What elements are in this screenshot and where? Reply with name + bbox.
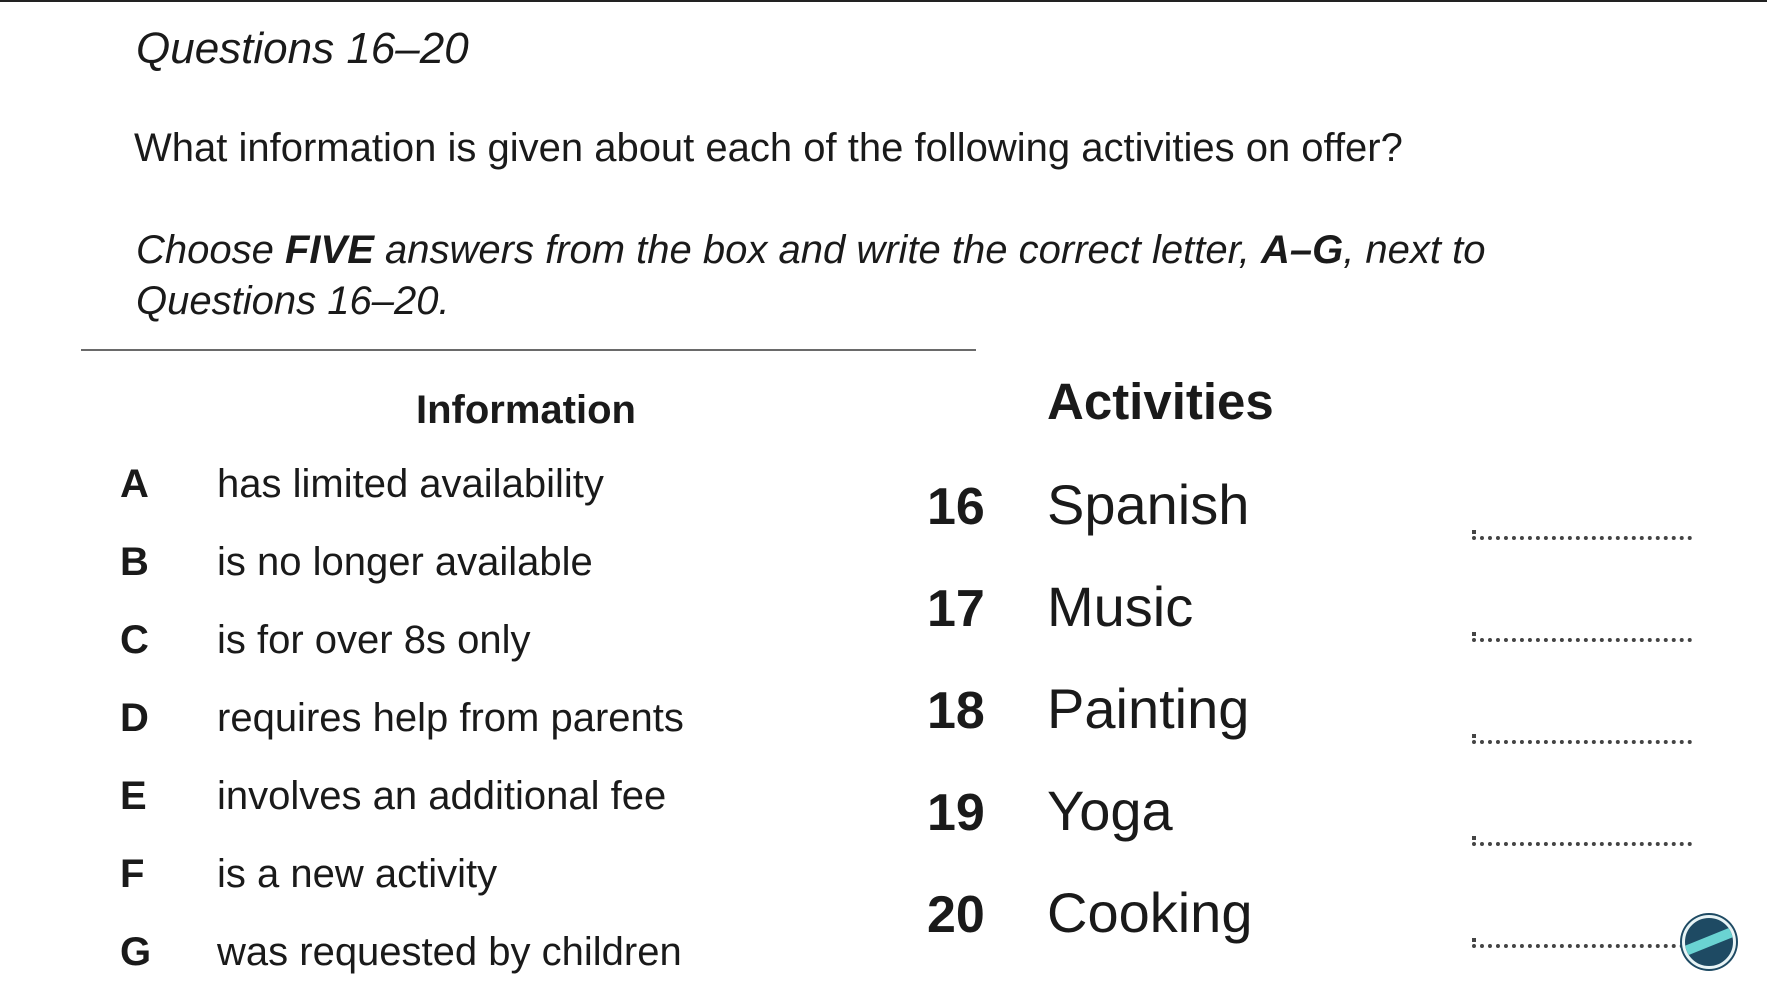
instructions-bold-count: FIVE <box>284 228 374 272</box>
information-title: Information <box>416 388 636 432</box>
information-item-d <box>120 696 684 774</box>
activity-name: Yoga <box>1047 779 1173 842</box>
instructions-part-3: , next to Questions 16–20. <box>136 228 1486 323</box>
instructions <box>136 225 1636 327</box>
information-text: requires help from parents <box>217 696 684 740</box>
information-item-b <box>120 540 684 618</box>
question-number: 20 <box>927 886 985 944</box>
channel-logo-icon <box>1682 915 1736 969</box>
answer-blank-lead-dot <box>1472 938 1476 942</box>
information-item-e <box>120 774 684 852</box>
instructions-bold-range: A–G <box>1260 228 1344 272</box>
activity-item-18 <box>927 676 1697 778</box>
logo-swoosh <box>1682 925 1736 957</box>
activity-item-20 <box>927 880 1697 982</box>
activities-list <box>927 472 1697 982</box>
information-text: has limited availability <box>217 462 604 506</box>
information-letter: C <box>120 618 149 662</box>
information-list <box>120 462 684 1008</box>
information-letter: A <box>120 462 149 506</box>
information-letter: D <box>120 696 149 740</box>
information-text: is no longer available <box>217 540 593 584</box>
information-letter: E <box>120 774 147 818</box>
activity-item-16 <box>927 472 1697 574</box>
answer-blank-18[interactable] <box>1472 720 1692 744</box>
activity-name: Spanish <box>1047 473 1250 536</box>
activities-title: Activities <box>1047 373 1274 430</box>
information-text: involves an additional fee <box>217 774 667 818</box>
section-divider <box>81 349 976 351</box>
information-letter: B <box>120 540 149 584</box>
information-text: was requested by children <box>217 930 682 974</box>
questions-heading: Questions 16–20 <box>136 24 469 73</box>
answer-blank-lead-dot <box>1472 632 1476 636</box>
instructions-part-1: Choose <box>136 228 285 272</box>
answer-blank-lead-dot <box>1472 734 1476 738</box>
information-letter: F <box>120 852 145 896</box>
question-number: 16 <box>927 478 985 536</box>
activity-name: Painting <box>1047 677 1250 740</box>
information-item-a <box>120 462 684 540</box>
information-text: is for over 8s only <box>217 618 531 662</box>
activity-item-17 <box>927 574 1697 676</box>
answer-blank-lead-dot <box>1472 836 1476 840</box>
question-number: 19 <box>927 784 985 842</box>
answer-blank-lead-dot <box>1472 530 1476 534</box>
answer-blank-17[interactable] <box>1472 618 1692 642</box>
activity-item-19 <box>927 778 1697 880</box>
question-prompt: What information is given about each of the following activities on offer? <box>134 126 1403 170</box>
question-number: 18 <box>927 682 985 740</box>
question-number: 17 <box>927 580 985 638</box>
answer-blank-20[interactable] <box>1472 924 1692 948</box>
information-text: is a new activity <box>217 852 498 896</box>
instructions-part-2: answers from the box and write the correct letter, <box>373 228 1261 272</box>
information-item-g <box>120 930 684 1008</box>
top-border <box>0 0 1767 2</box>
information-item-c <box>120 618 684 696</box>
information-letter: G <box>120 930 152 974</box>
information-item-f <box>120 852 684 930</box>
answer-blank-19[interactable] <box>1472 822 1692 846</box>
activity-name: Cooking <box>1047 881 1253 944</box>
answer-blank-16[interactable] <box>1472 516 1692 540</box>
activity-name: Music <box>1047 575 1194 638</box>
